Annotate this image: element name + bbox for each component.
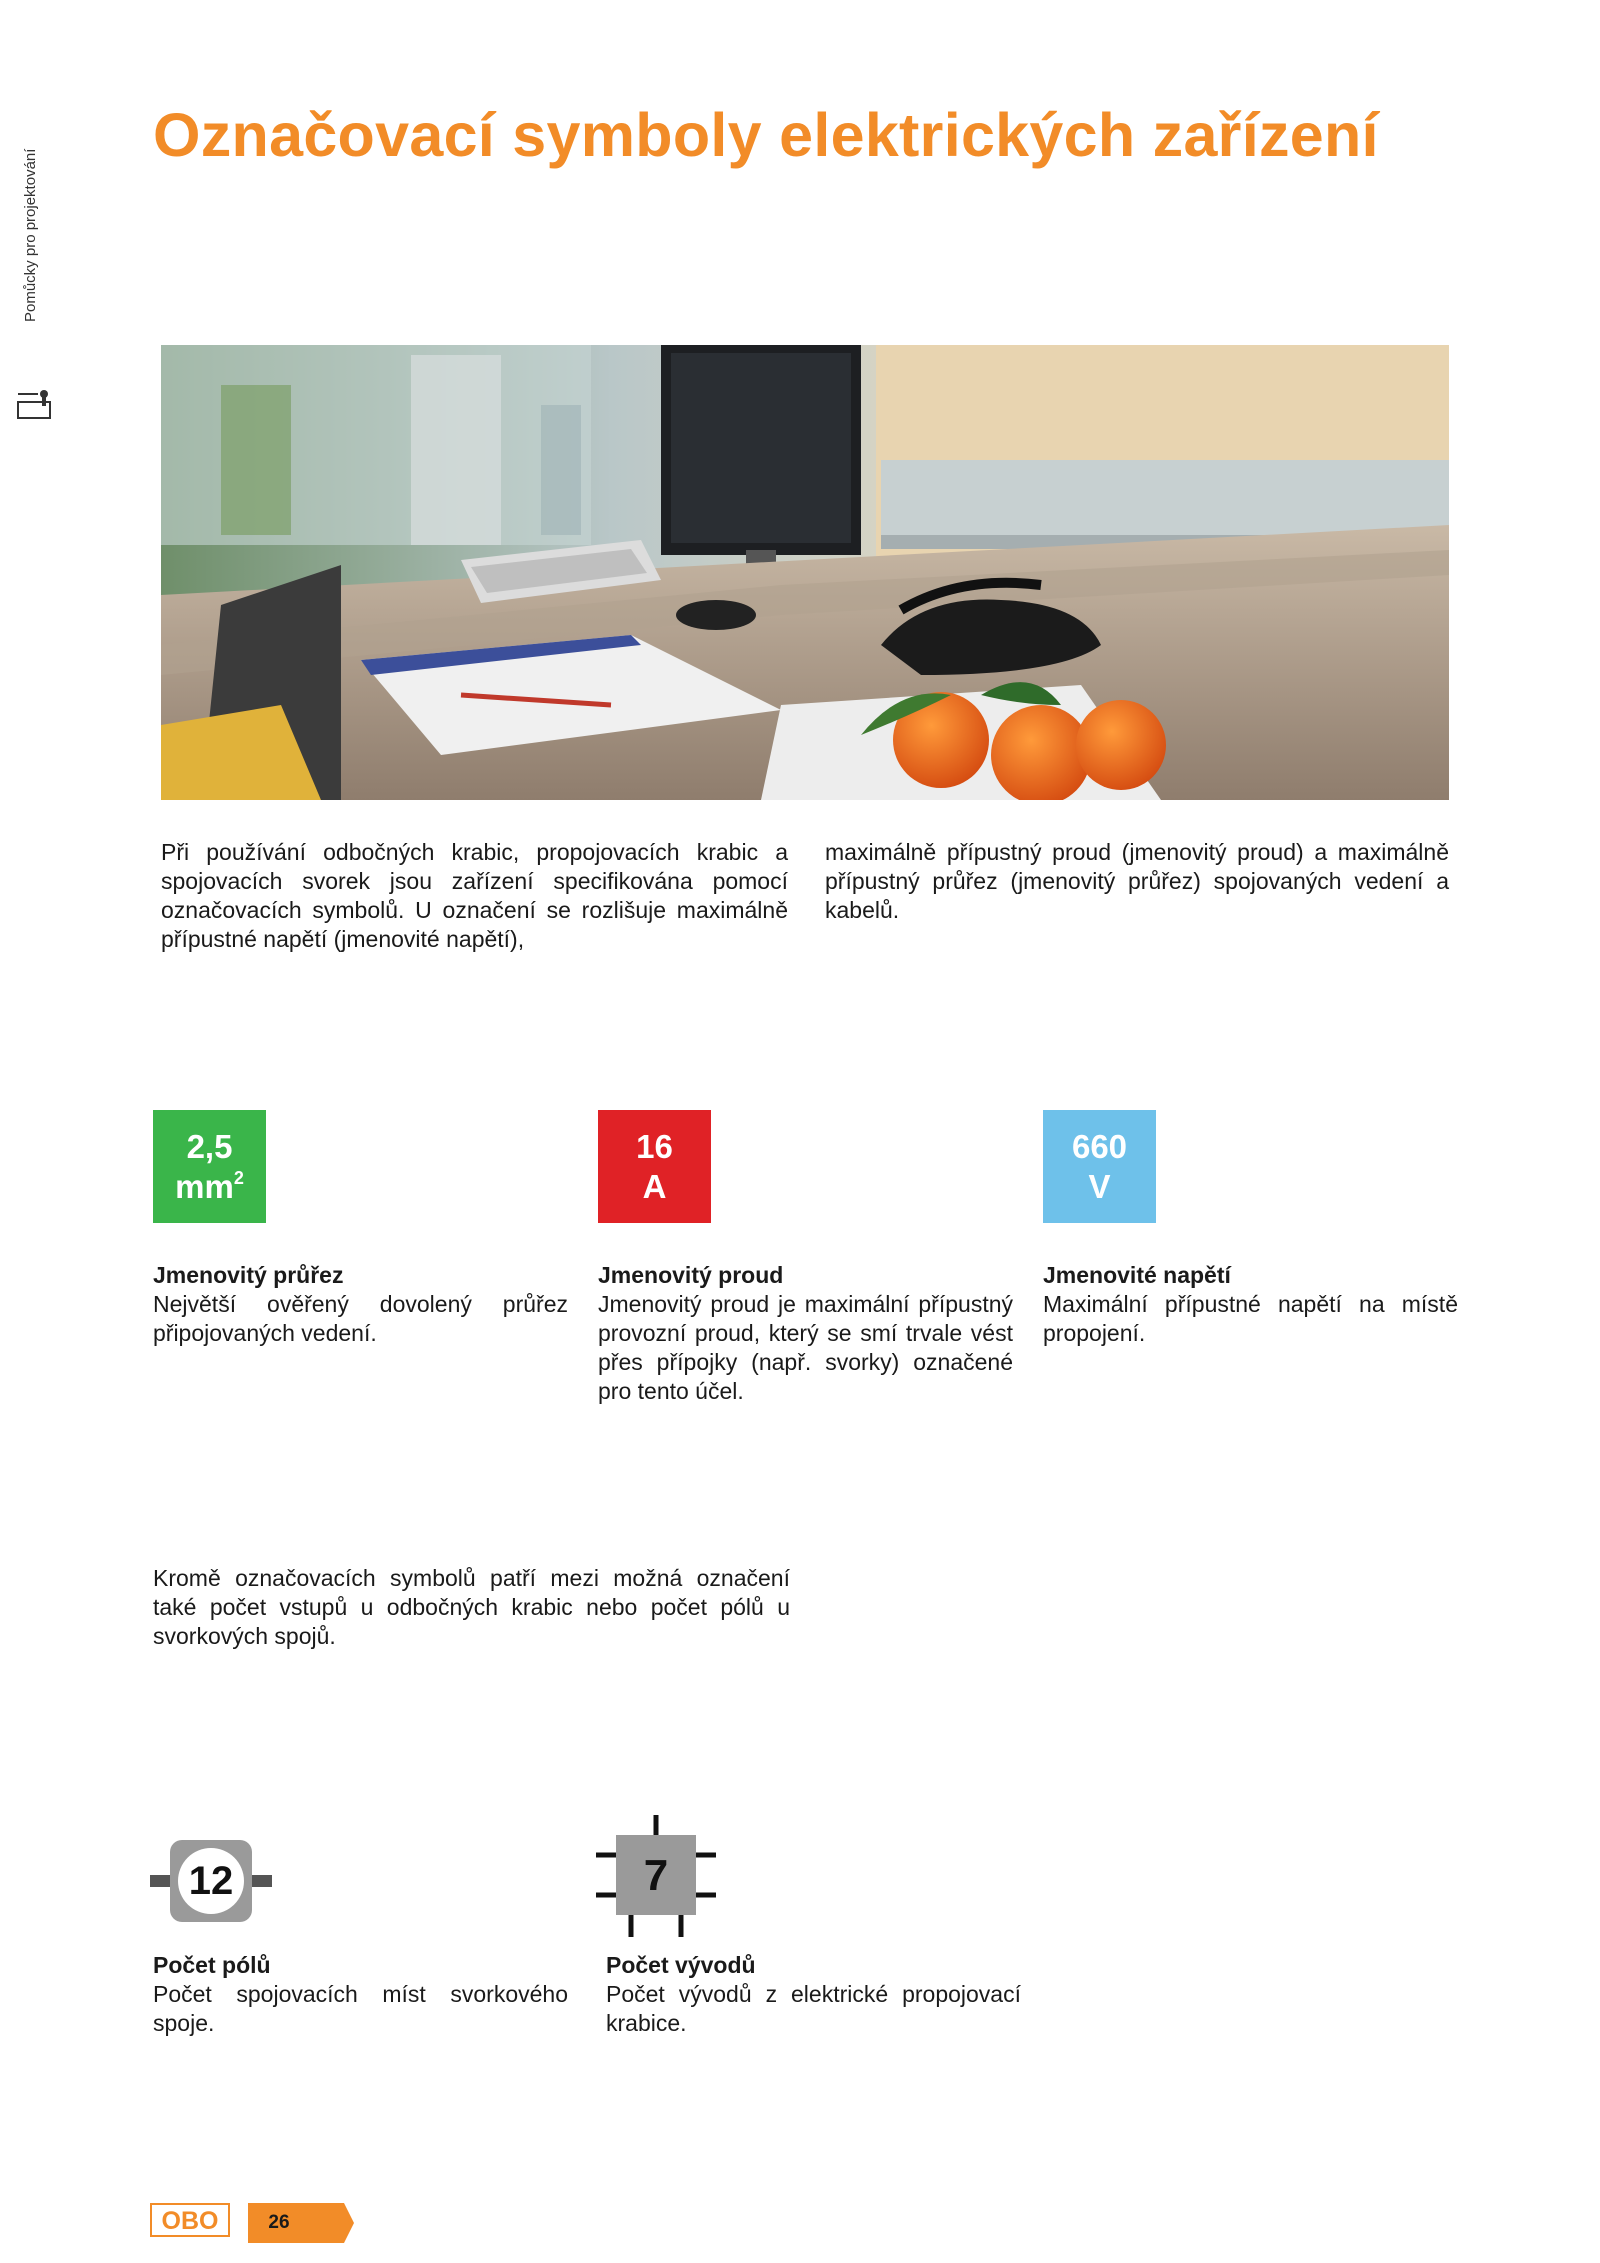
definition-heading: Počet pólů: [153, 1952, 271, 1978]
outlet-count-value: 7: [643, 1851, 669, 1900]
definition-heading: Jmenovitý průřez: [153, 1262, 344, 1288]
tools-icon: [16, 388, 56, 420]
symbol-value: 660: [1071, 1127, 1128, 1165]
sidebar-section-label: Pomůcky pro projektování: [22, 148, 39, 322]
symbol-unit-line: [175, 1167, 244, 1207]
definition-text: Počet spojovacích míst svorkového spoje.: [153, 1981, 568, 2036]
markings-paragraph: Kromě označovacích symbolů patří mezi možná označení také počet vstupů u odbočných krabic nebo počet pólů u svorkových spojů.: [153, 1565, 790, 1649]
obo-logo: [150, 2203, 230, 2237]
definition-text: Počet vývodů z elektrické propojovací krabice.: [606, 1981, 1021, 2036]
page-number: 26: [268, 2212, 290, 2233]
symbol-value: 16: [636, 1127, 673, 1165]
logo-text: OBO: [161, 2207, 219, 2235]
pole-count-definition: [153, 1951, 568, 2038]
intro-paragraph-col1: Při používání odbočných krabic, propojovacích krabic a spojovacích svorek jsou zařízení specifikována pomocí označovacích symbolů. U označení se rozlišuje maximálně přípustné napětí (jmenovité napětí),: [161, 839, 788, 952]
rated-voltage-symbol: [1043, 1110, 1156, 1223]
definition-text: Největší ověřený dovolený průřez připojovaných vedení.: [153, 1291, 568, 1346]
intro-paragraph-col2: maximálně přípustný proud (jmenovitý proud) a maximálně přípustný průřez (jmenovitý průřez) spojovaných vedení a kabelů.: [825, 839, 1449, 923]
definition-heading: Jmenovité napětí: [1043, 1262, 1231, 1288]
rated-cross-section-symbol: [153, 1110, 266, 1223]
symbol-value: 2,5: [186, 1127, 233, 1165]
symbol-unit: V: [1088, 1167, 1111, 1205]
pole-count-symbol: [150, 1835, 272, 1927]
office-desk-photo: [161, 345, 1449, 800]
pole-count-value: 12: [188, 1859, 234, 1903]
outlet-count-definition: [606, 1951, 1021, 2038]
outlet-count-symbol: [596, 1815, 716, 1937]
rated-current-definition: [598, 1261, 1013, 1406]
definition-heading: Jmenovitý proud: [598, 1262, 784, 1288]
definition-text: Jmenovitý proud je maximální přípustný provozní proud, který se smí trvale vést přes přípojky (např. svorky) označené pro tento účel.: [598, 1291, 1013, 1404]
symbol-unit-superscript: 2: [233, 1167, 244, 1188]
rated-current-symbol: [598, 1110, 711, 1223]
rated-voltage-definition: [1043, 1261, 1458, 1348]
definition-heading: Počet vývodů: [606, 1952, 756, 1978]
rated-cross-section-definition: [153, 1261, 568, 1348]
page-title: Označovací symboly elektrických zařízení: [153, 101, 1379, 169]
symbol-unit: mm: [175, 1167, 234, 1205]
definition-text: Maximální přípustné napětí na místě propojení.: [1043, 1291, 1458, 1346]
symbol-unit: A: [642, 1167, 667, 1205]
